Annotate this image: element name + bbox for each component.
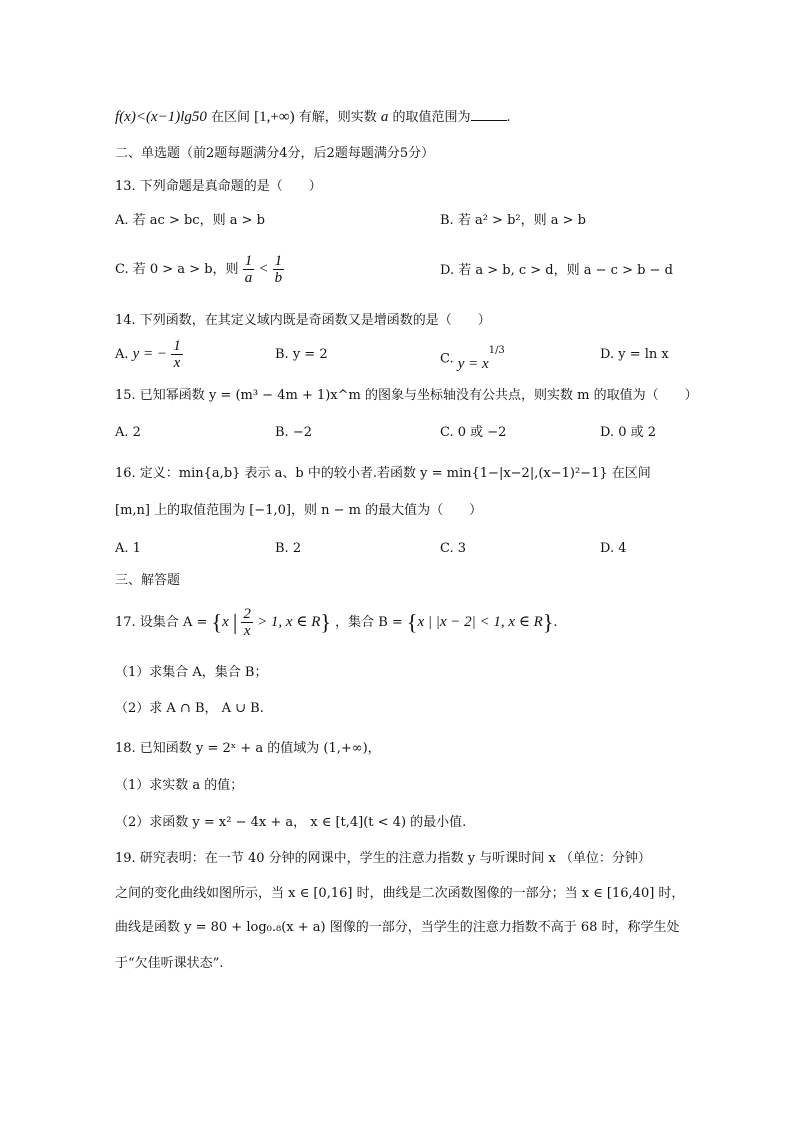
q14-option-a: [115, 338, 183, 371]
q19-line1: 19. 研究表明：在一节 40 分钟的网课中，学生的注意力指数 y 与听课时间 x （单位：分钟）: [115, 851, 651, 866]
q19-line3: 曲线是函数 y = 80 + log₀.₈(x + a) 图像的一部分，当学生的注意力指数不高于 68 时，称学生处: [115, 920, 680, 935]
q12-text1: 在区间: [211, 110, 251, 125]
q16-line2: [m,n] 上的取值范围为 [−1,0]，则 n − m 的最大值为（ ）: [115, 503, 483, 518]
fraction-1-a: $\frac{1}{a}$: [244, 253, 253, 286]
q13-option-d: D. 若 a > b, c > d，则 a − c > b − d: [440, 263, 673, 278]
section-title-single-choice: 二、单选题（前2题每题满分4分，后2题每题满分5分）: [115, 146, 435, 161]
q17-part2: （2）求 A ∩ B， A ∪ B.: [115, 701, 264, 716]
q17-mid: ，集合 B =: [335, 615, 403, 630]
q16-option-b: B. 2: [275, 541, 302, 556]
q17-stem: 17. 设集合 A = {x | $\frac{2}{x}$ > 1, x ∈ R} ，集合 B = {x | |x − 2| < 1, x ∈ R}.: [115, 606, 558, 639]
q17-end: .: [553, 615, 558, 630]
q15-option-d: D. 0 或 2: [600, 425, 657, 440]
q14-option-b: B. y = 2: [275, 347, 328, 362]
q17-seta-cond: > 1, x ∈ R: [257, 614, 321, 630]
q16-option-d: D. 4: [600, 541, 627, 556]
q17-setb: x | |x − 2| < 1, x ∈ R: [417, 614, 543, 630]
q13-option-c-text: C. 若 0 > a > b，则: [115, 262, 239, 277]
q13-option-c: C. 若 0 > a > b，则 $\frac{1}{a}$ < $\frac{1}{b}$: [115, 253, 283, 286]
q15-option-b: B. −2: [275, 425, 312, 440]
q13-option-b: B. 若 a² > b²，则 a > b: [440, 213, 586, 228]
q16-option-c: C. 3: [440, 541, 467, 556]
answer-blank: [471, 108, 507, 121]
q14-stem: 14. 下列函数，在其定义域内既是奇函数又是增函数的是（ ）: [115, 313, 491, 328]
q12-text2: 有解，则实数: [298, 110, 377, 125]
q14-option-c-label: C.: [440, 351, 454, 367]
q12-text3: 的取值范围为: [392, 110, 471, 125]
q19-line2: 之间的变化曲线如图所示，当 x ∈ [0,16] 时，曲线是二次函数图像的一部分；当 x ∈ [16,40] 时，: [115, 886, 685, 901]
q14-option-a-label: A.: [115, 347, 129, 362]
q17-pre: 17. 设集合 A =: [115, 615, 208, 630]
q13-stem: 13. 下列命题是真命题的是（ ）: [115, 179, 322, 194]
q12-tail: [115, 108, 511, 127]
q13-option-a: A. 若 ac > bc，则 a > b: [115, 213, 265, 228]
q15-option-a: A. 2: [115, 425, 141, 440]
section-title-solutions: 三、解答题: [115, 573, 181, 588]
q14-option-c-exponent: 1/3: [488, 345, 505, 356]
q14-option-a-expr: y = −: [132, 346, 168, 362]
fraction-1-x: $\frac{1}{x}$: [173, 338, 181, 371]
q16-line1: 16. 定义：min{a,b} 表示 a、b 中的较小者.若函数 y = min{1−|x−2|,(x−1)²−1} 在区间: [115, 466, 651, 481]
q18-stem: 18. 已知函数 y = 2ˣ + a 的值域为 (1,+∞)，: [115, 741, 381, 756]
fraction-1-b: $\frac{1}{b}$: [274, 253, 283, 286]
q14-option-d: D. y = ln x: [600, 347, 669, 362]
q18-part1: （1）求实数 a 的值；: [115, 778, 244, 793]
q17-seta-fraction: $\frac{2}{x}$: [243, 606, 251, 639]
q17-part1: （1）求集合 A，集合 B；: [115, 665, 268, 680]
q14-option-c-expr: y = x: [457, 356, 489, 373]
q15-option-c: C. 0 或 −2: [440, 425, 507, 440]
q12-interval: [1,+∞): [254, 109, 295, 125]
q12-ineq: f(x)<(x−1)lg50: [115, 109, 207, 125]
q15-stem: 15. 已知幂函数 y = (m³ − 4m + 1)x^m 的图象与坐标轴没有公共点，则实数 m 的取值为（ ）: [115, 388, 698, 403]
q12-var: a: [380, 109, 389, 125]
q12-end: .: [506, 110, 511, 125]
q19-line4: 于“欠佳听课状态”.: [115, 956, 224, 971]
q16-option-a: A. 1: [115, 541, 141, 556]
q18-part2: （2）求函数 y = x² − 4x + a， x ∈ [t,4](t < 4) 的最小值.: [115, 815, 467, 830]
q14-option-c: [440, 345, 505, 373]
q17-seta-var: x: [222, 614, 229, 630]
